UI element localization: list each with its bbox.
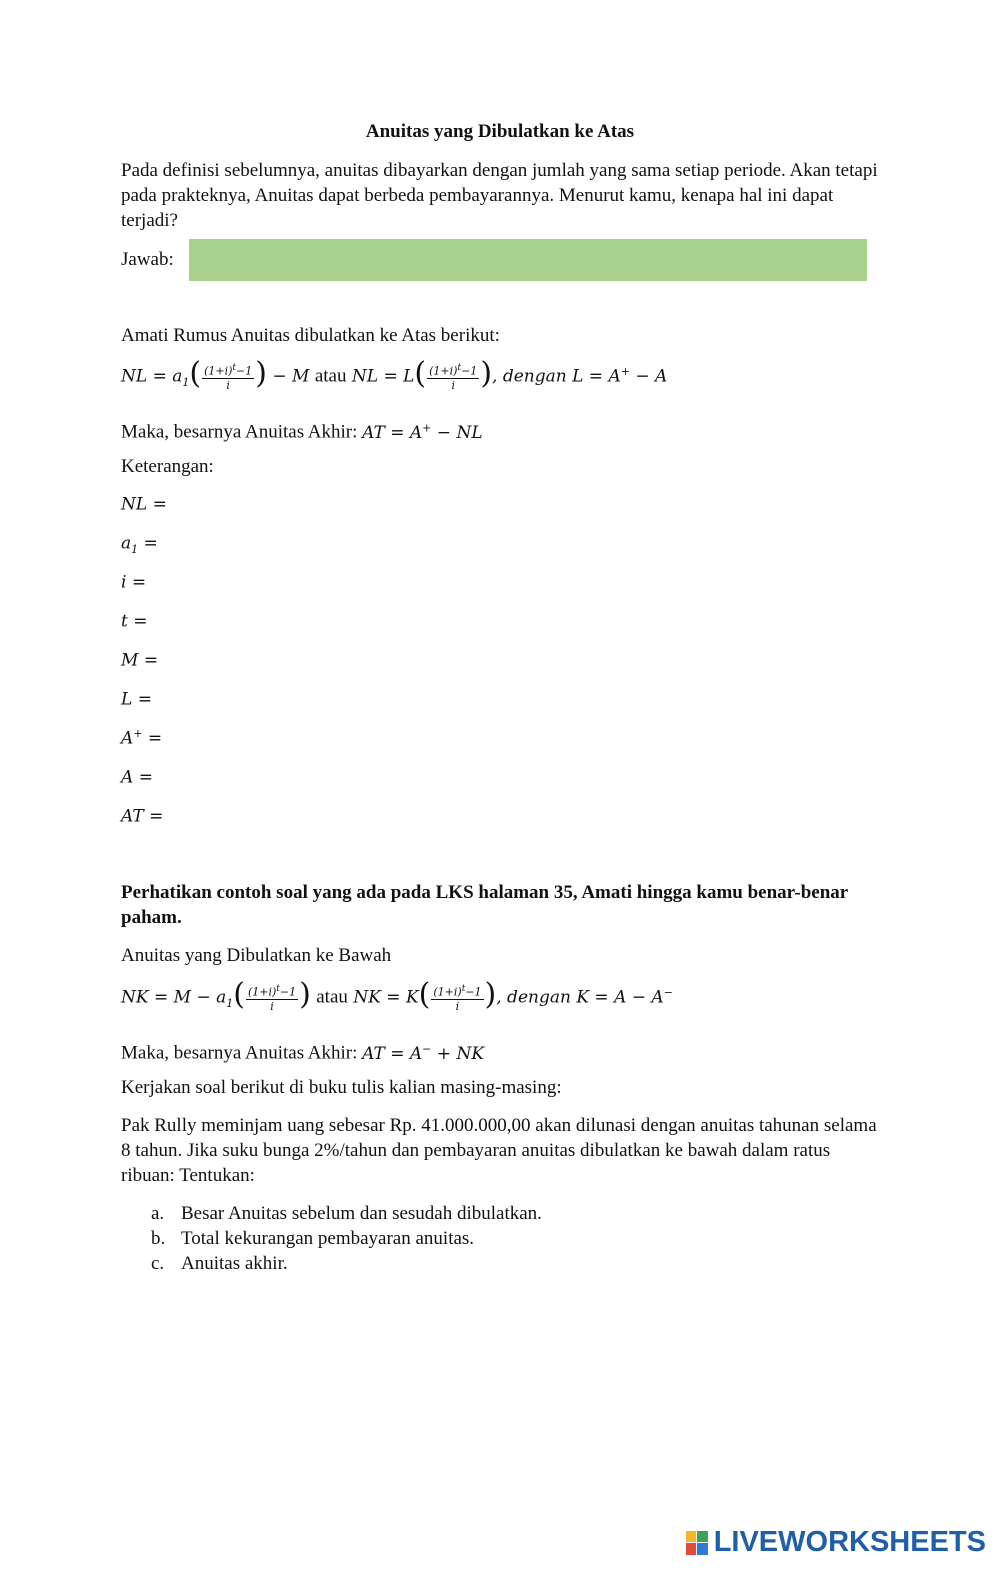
keterangan-item: L = [121,689,152,710]
formula-up-fraction-2: $\frac{(1+i)^t-1}{i}$ [429,363,478,392]
liveworksheets-icon [686,1531,708,1555]
task-text: Total kekurangan pembayaran anuitas. [181,1228,475,1249]
keterangan-item: AT = [121,806,164,827]
formula-up-fraction: $\frac{(1+i)^t-1}{i}$ [204,363,253,392]
formula-down-tail: , dengan K = A − A [496,987,664,1008]
task-text: Anuitas akhir. [181,1253,288,1274]
answer-label: Jawab: [121,249,174,270]
formula-down-lhs1: NK = M − a [121,987,227,1008]
formula-up-intro: Amati Rumus Anuitas dibulatkan ke Atas berikut: [121,325,500,346]
task-item [151,1201,542,1226]
task-marker: b. [151,1228,166,1249]
akhir-down-formula: AT = A− + NK [362,1042,485,1064]
keterangan-item: M = [121,650,159,671]
akhir-up-label: Maka, besarnya Anuitas Akhir: [121,421,358,443]
formula-up-lhs2: NL = L [351,366,415,387]
problem-text: Pak Rully meminjam uang sebesar Rp. 41.000.000,00 akan dilunasi dengan anuitas tahunan selama 8 tahun. Jika suku bunga 2%/tahun dan pembayaran anuitas dibulatkan ke bawah dalam ratus ribuan: Tentukan: [121,1115,877,1186]
formula-down-lhs2: NK = K [353,987,419,1008]
formula-up-lhs1: NL = a [121,366,183,387]
down-title: Anuitas yang Dibulatkan ke Bawah [121,945,392,966]
keterangan-item: t = [121,611,148,632]
kerjakan-text: Kerjakan soal berikut di buku tulis kalian masing-masing: [121,1077,562,1098]
keterangan-item: i = [121,572,147,593]
task-marker: c. [151,1253,165,1274]
keterangan-item: A+ = [121,727,163,749]
brand-logo [686,1526,986,1559]
formula-down-atau: atau [316,986,348,1008]
akhir-down [121,1036,484,1067]
formula-down: NK = $M - a_1$( $\frac{(1+i)^t-1}{i}$ ) atau NK = K( $\frac{(1+i)^t-1}{i}$ ), dengan K = A − A− [121,977,673,1013]
task-item [151,1251,288,1276]
task-item [151,1226,474,1251]
formula-up-sub: 1 [182,375,190,389]
formula-down-fraction-2: $\frac{(1+i)^t-1}{i}$ [433,984,482,1013]
formula-down-fraction: $\frac{(1+i)^t-1}{i}$ [247,984,297,1013]
keterangan-item: $a_1$ = [121,533,158,557]
intro-paragraph: Pada definisi sebelumnya, anuitas dibayarkan dengan jumlah yang sama setiap periode. Akan tetapi pada prakteknya, Anuitas dapat berbeda pembayarannya. Menurut kamu, kenapa hal ini dapat terjadi? [121,160,878,231]
brand-text: LIVEWORKSHEETS [713,1526,986,1558]
formula-up-tail-end: − A [635,366,668,387]
task-text: Besar Anuitas sebelum dan sesudah dibulatkan. [181,1203,542,1224]
formula-up-atau: atau [314,365,347,387]
keterangan-item: NL = [121,494,167,515]
akhir-down-label: Maka, besarnya Anuitas Akhir: [121,1042,358,1064]
notice-text: Perhatikan contoh soal yang ada pada LKS halaman 35, Amati hingga kamu benar-benar paham. [121,882,848,928]
page-title: Anuitas yang Dibulatkan ke Atas [365,121,635,142]
akhir-up [121,415,483,446]
formula-up: NL = $a_1$( $\frac{(1+i)^t-1}{i}$ ) − M atau NL = L( $\frac{(1+i)^t-1}{i}$ ), dengan L = A+ − A [121,356,668,392]
akhir-up-formula: AT = A+ − NL [362,421,483,443]
formula-up-minus: − M [272,366,310,387]
keterangan-label: Keterangan: [121,456,214,477]
formula-up-tail: , dengan L = A [492,366,621,387]
answer-input[interactable] [189,239,867,281]
task-marker: a. [151,1203,165,1224]
keterangan-item: A = [121,767,153,788]
